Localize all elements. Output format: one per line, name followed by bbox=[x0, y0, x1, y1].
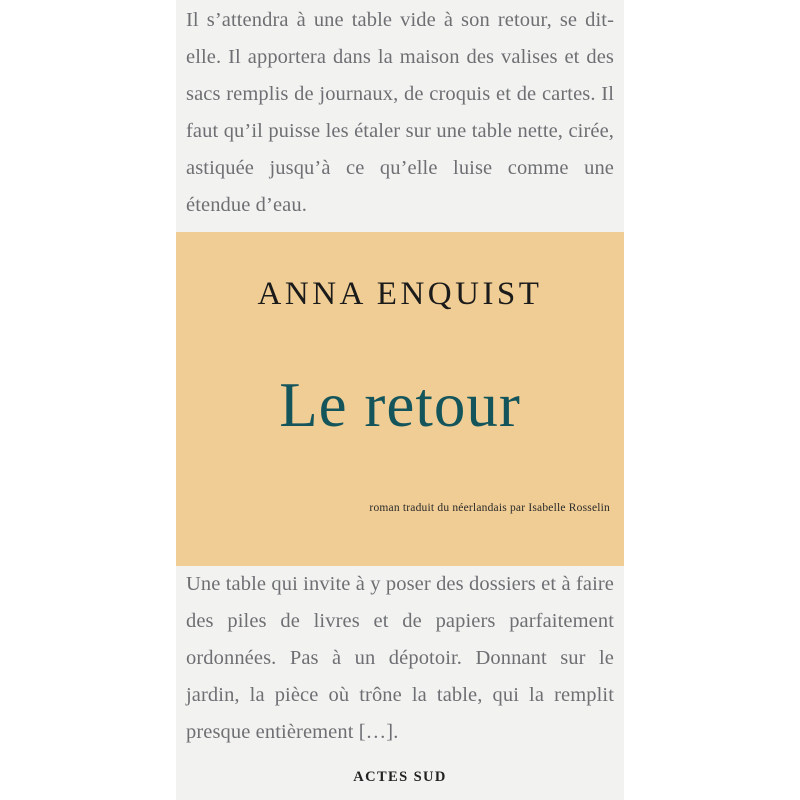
author-name: ANNA ENQUIST bbox=[257, 276, 543, 312]
excerpt-bottom-text: Une table qui invite à y poser des dossiers et à faire des piles de livres et de papiers parfaitement ordonnées. Pas à un dépotoir. Donnant sur le jardin, la pièce où trône la table, qui la remplit presque entièrement […]. bbox=[186, 573, 614, 743]
excerpt-top bbox=[176, 2, 624, 224]
excerpt-top-text: Il s’attendra à une table vide à son retour, se dit-elle. Il apportera dans la maison des valises et des sacs remplis de journaux, de croquis et de cartes. Il faut qu’il puisse les étaler sur une table nette, cirée, astiquée jusqu’à ce qu’elle luise comme une étendue d’eau. bbox=[186, 9, 614, 216]
book-title: Le retour bbox=[279, 370, 521, 440]
publisher-name: ACTES SUD bbox=[353, 769, 447, 785]
excerpt-bottom bbox=[176, 566, 624, 751]
title-panel bbox=[176, 232, 624, 566]
translation-credit: roman traduit du néerlandais par Isabelle Rosselin bbox=[369, 502, 610, 514]
